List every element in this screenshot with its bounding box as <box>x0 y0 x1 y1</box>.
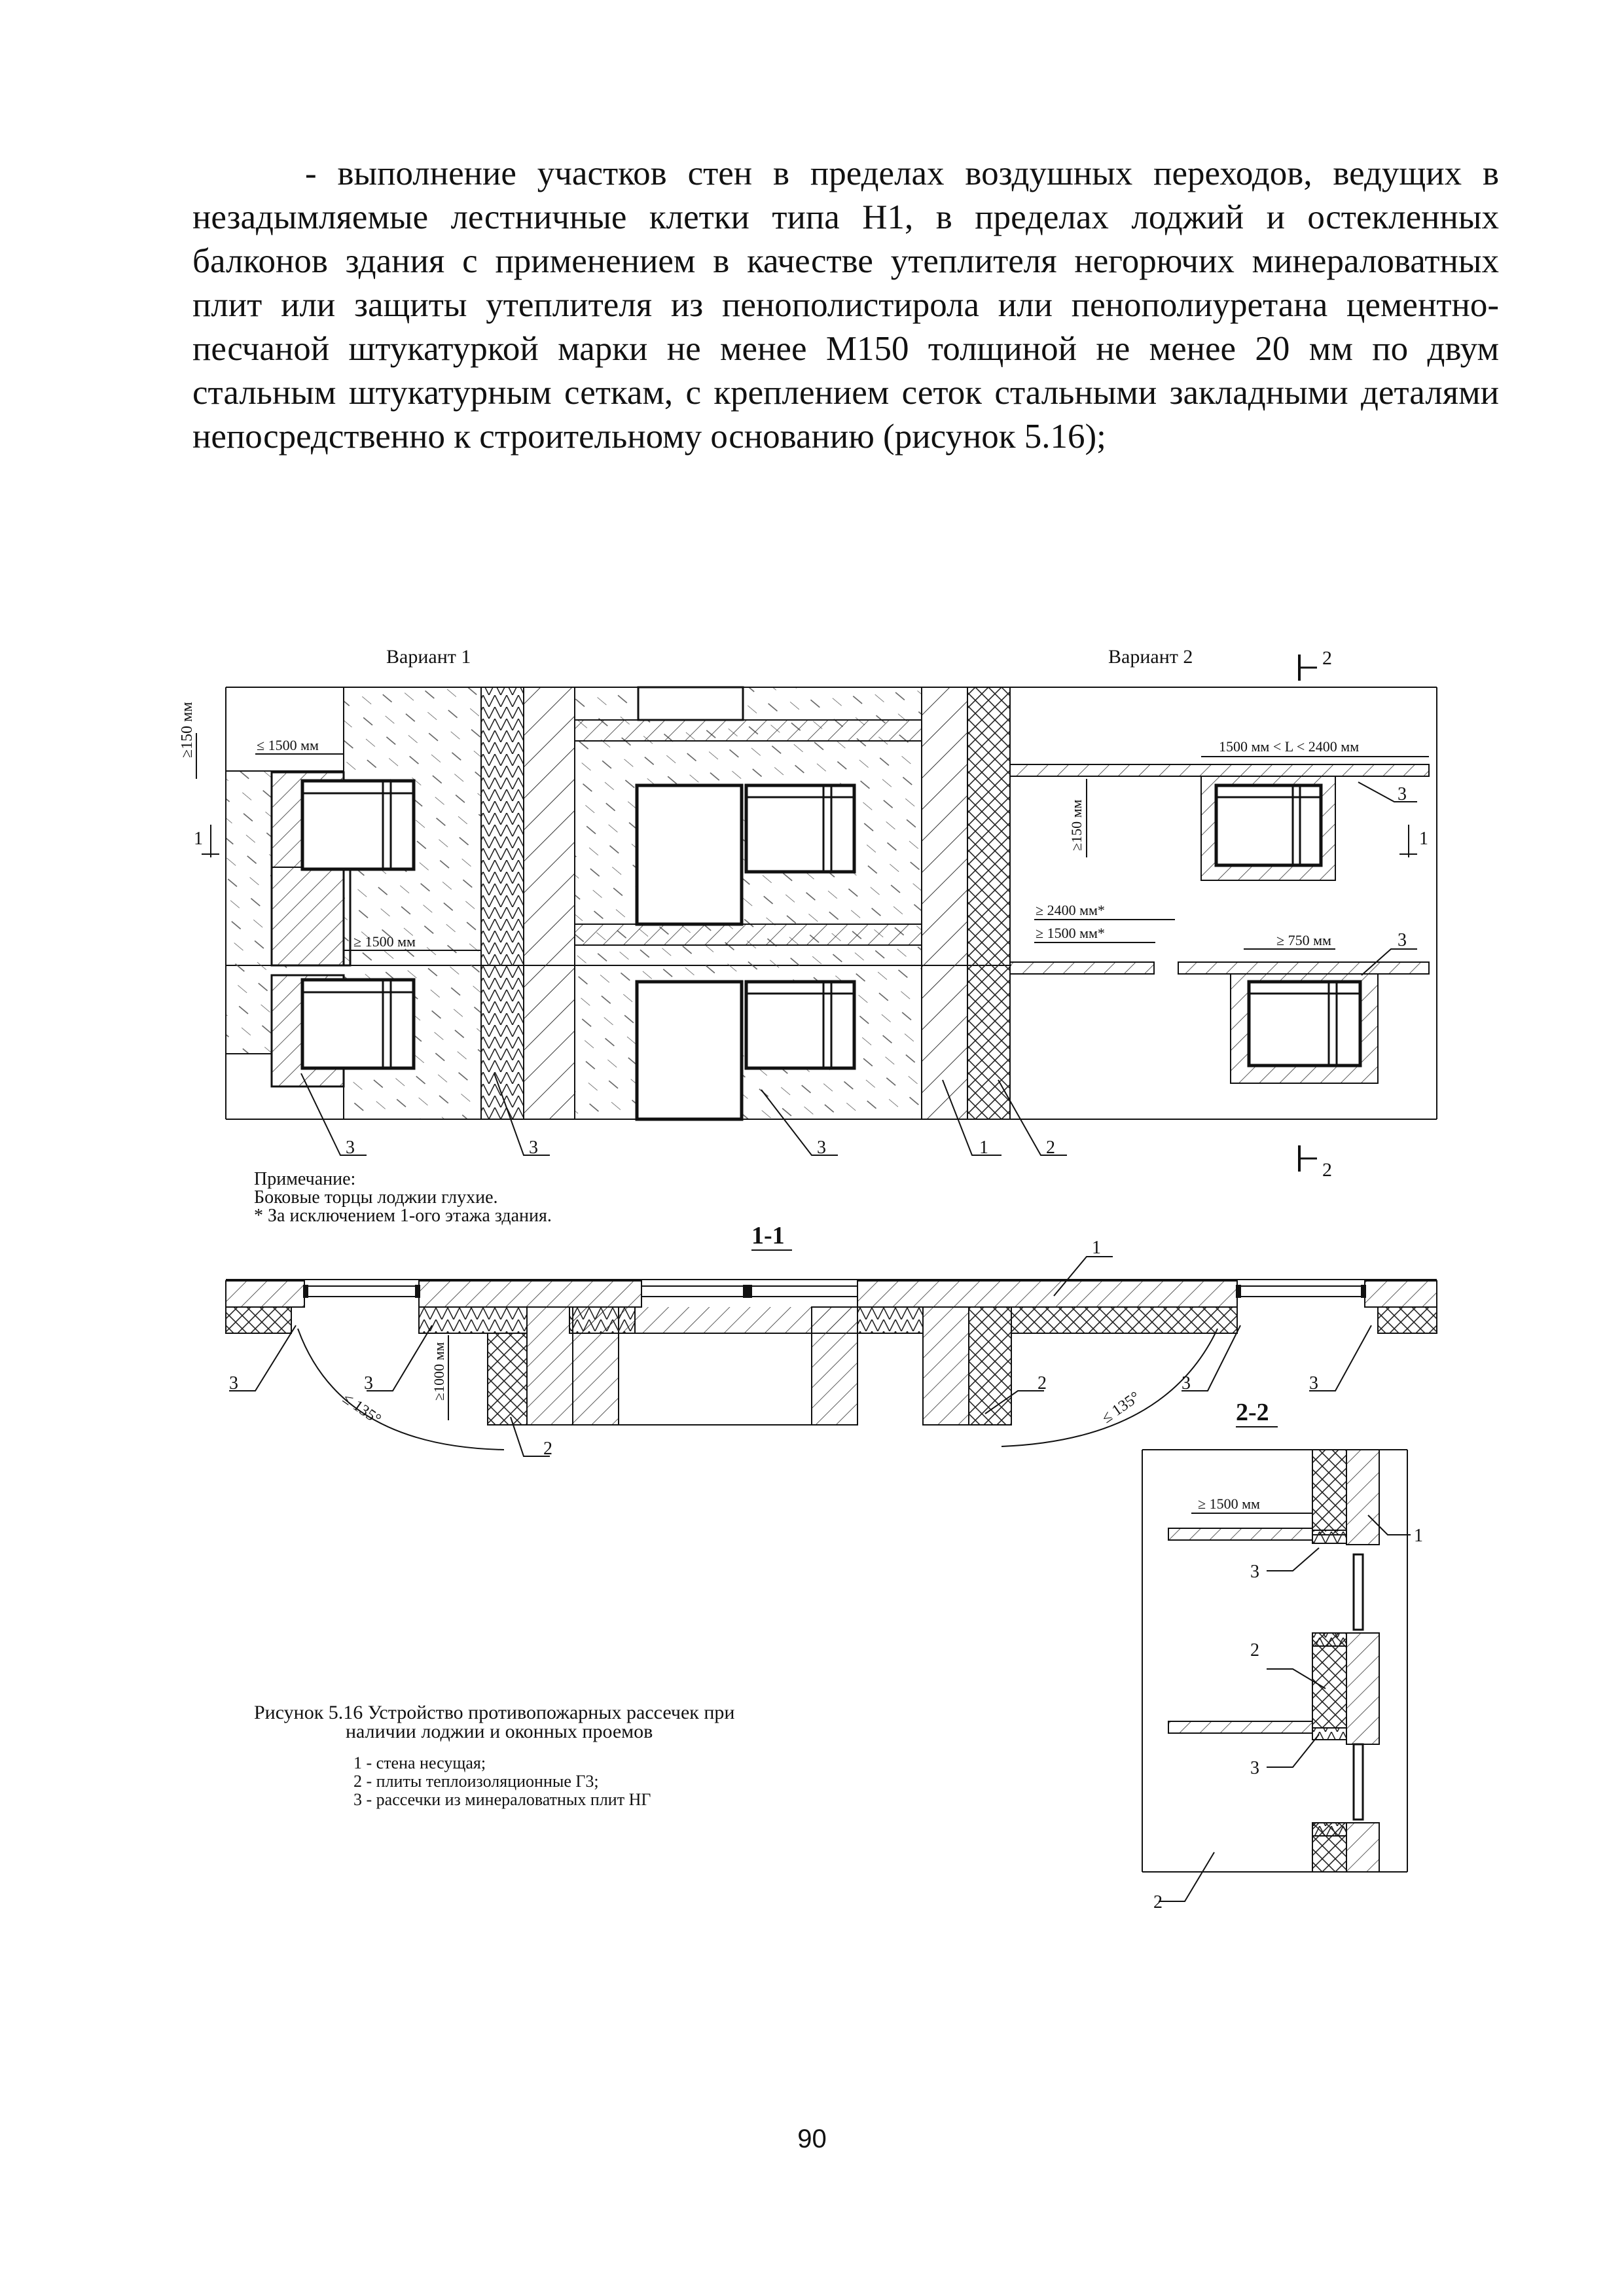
section11-callout3a: 3 <box>229 1373 238 1393</box>
page-number: 90 <box>797 2125 827 2153</box>
window-center-top <box>746 785 854 872</box>
legend-item-2: 2 - плиты теплоизоляционные Г3; <box>353 1772 599 1791</box>
door-center-bottom <box>637 982 742 1119</box>
callout-2: 2 <box>1046 1138 1055 1158</box>
figure-caption <box>254 1702 734 1809</box>
callout-1: 1 <box>979 1138 988 1158</box>
dim-ge1500-left: ≥ 1500 мм <box>353 933 416 950</box>
section22-callout1: 1 <box>1414 1526 1423 1546</box>
variant2-label: Вариант 2 <box>1108 646 1193 668</box>
cut2-bottom-label: 2 <box>1322 1159 1332 1181</box>
dim-1500-star: ≥ 1500 мм* <box>1036 925 1105 941</box>
bearing-wall <box>524 687 575 1119</box>
section11-angle-left: ≤ 135° <box>339 1390 384 1429</box>
caption-title-line2: наличии лоджии и оконных проемов <box>346 1721 653 1742</box>
section11-callout2b: 2 <box>1038 1373 1047 1393</box>
section11-callout3b: 3 <box>364 1373 373 1393</box>
callout-3-a: 3 <box>346 1138 355 1158</box>
dim-2400: ≥ 2400 мм* <box>1036 902 1105 918</box>
elevation-view <box>179 646 1437 1181</box>
section22-callout2b: 2 <box>1153 1892 1163 1912</box>
section22-dim1500: ≥ 1500 мм <box>1198 1496 1260 1512</box>
caption-title-line1: Рисунок 5.16 Устройство противопожарных рассечек при <box>254 1702 735 1723</box>
section-2-2 <box>1142 1399 1423 1912</box>
balcony-right-bottom <box>1010 962 1429 1083</box>
callout-3-b: 3 <box>529 1138 538 1158</box>
note-line2: * За исключением 1-ого этажа здания. <box>254 1206 552 1226</box>
cut1-right-label: 1 <box>1419 829 1428 849</box>
section11-callout3c: 3 <box>1182 1373 1191 1393</box>
dim-le1500: ≤ 1500 мм <box>257 737 319 753</box>
dim-L: 1500 мм < L < 2400 мм <box>1219 738 1360 755</box>
figure-note <box>254 1169 552 1226</box>
section11-angle-right: ≤ 135° <box>1098 1388 1144 1427</box>
section22-callout3a: 3 <box>1250 1562 1259 1582</box>
section11-title: 1-1 <box>751 1222 785 1249</box>
note-line1: Боковые торцы лоджии глухие. <box>254 1187 498 1208</box>
note-title: Примечание: <box>254 1169 356 1189</box>
door-center-top <box>637 785 742 924</box>
section11-callout2a: 2 <box>543 1439 552 1459</box>
section22-title: 2-2 <box>1236 1399 1269 1426</box>
insulation-strip <box>481 687 524 1119</box>
callout-3-c: 3 <box>817 1138 826 1158</box>
cut1-left-label: 1 <box>194 829 203 849</box>
callout-3-balcony-bottom: 3 <box>1398 930 1407 950</box>
cut2-top-label: 2 <box>1322 647 1332 669</box>
dim-750: ≥ 750 мм <box>1276 932 1331 948</box>
window-center-bottom <box>746 982 854 1068</box>
section22-callout2: 2 <box>1250 1640 1259 1660</box>
section11-dim1000: ≥1000 мм <box>431 1342 447 1401</box>
legend-item-3: 3 - рассечки из минераловатных плит НГ <box>353 1790 651 1809</box>
window-left-bottom <box>302 980 414 1068</box>
variant1-label: Вариант 1 <box>386 646 471 668</box>
section11-callout3d: 3 <box>1309 1373 1318 1393</box>
callout-3-balcony-top: 3 <box>1398 784 1407 804</box>
legend-item-1: 1 - стена несущая; <box>353 1753 486 1772</box>
dim-150-left: ≥150 мм <box>179 702 196 758</box>
paragraph-text: - выполнение участков стен в пределах воздушных переходов, ведущих в незадымляемые лестничные клетки типа Н1, в пределах лоджий и остекленных балконов здания с применением в качестве утеплителя негорючих минераловатных плит или защиты утеплителя из пенополистирола или пенополиуретана цементно-песчаной штукатуркой марки не менее М150 толщиной не менее 20 мм по двум стальным штукатурным сеткам, с креплением сеток стальными закладными деталями непосредственно к строительному основанию (рисунок 5.16); <box>192 154 1499 456</box>
dim-150-right: ≥150 мм <box>1068 799 1085 851</box>
section11-callout1: 1 <box>1092 1238 1101 1258</box>
window-left-top <box>302 781 414 869</box>
section22-callout3b: 3 <box>1250 1758 1259 1778</box>
